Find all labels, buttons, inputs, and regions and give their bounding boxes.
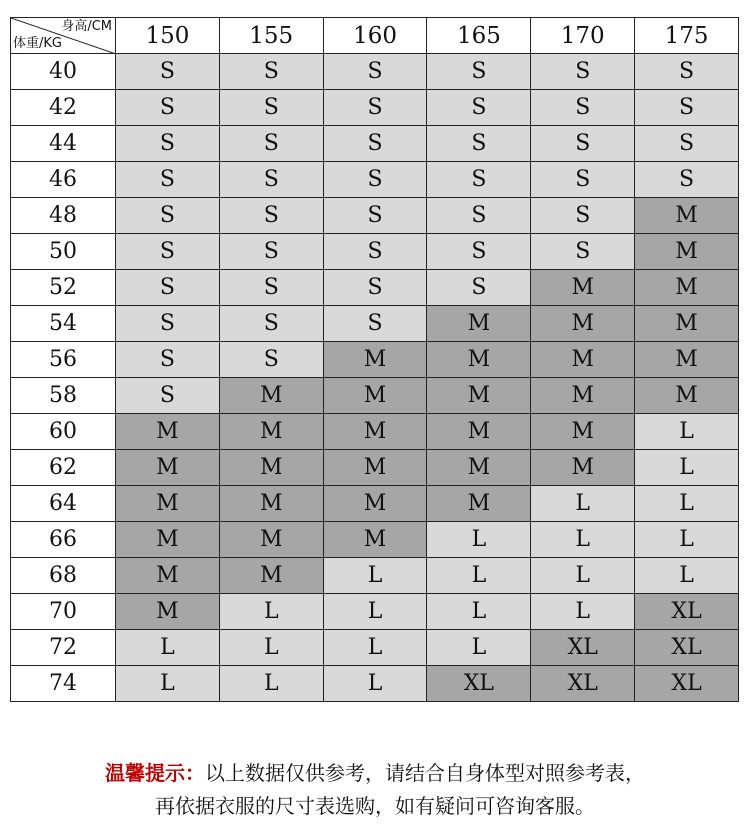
size-cell: L bbox=[531, 522, 635, 558]
size-cell: M bbox=[635, 306, 739, 342]
table-row bbox=[11, 90, 739, 126]
size-cell: M bbox=[323, 342, 427, 378]
notice-text-1: 以上数据仅供参考，请结合自身体型对照参考表， bbox=[205, 761, 645, 785]
size-cell: L bbox=[531, 594, 635, 630]
height-axis-label: 身高/CM bbox=[61, 19, 112, 34]
size-cell: L bbox=[427, 630, 531, 666]
table-row bbox=[11, 162, 739, 198]
height-header: 150 bbox=[116, 18, 220, 54]
weight-cell: 70 bbox=[11, 594, 116, 630]
size-cell: L bbox=[219, 630, 323, 666]
height-header: 155 bbox=[219, 18, 323, 54]
table-row bbox=[11, 558, 739, 594]
table-row bbox=[11, 54, 739, 90]
size-cell: S bbox=[116, 270, 220, 306]
size-cell: M bbox=[323, 378, 427, 414]
size-cell: S bbox=[427, 270, 531, 306]
size-cell: L bbox=[635, 522, 739, 558]
table-row bbox=[11, 234, 739, 270]
size-cell: M bbox=[323, 450, 427, 486]
height-header: 175 bbox=[635, 18, 739, 54]
size-cell: S bbox=[219, 54, 323, 90]
size-cell: S bbox=[116, 54, 220, 90]
size-cell: S bbox=[116, 342, 220, 378]
size-chart-table bbox=[10, 17, 739, 702]
size-cell: M bbox=[531, 270, 635, 306]
size-cell: M bbox=[635, 378, 739, 414]
size-cell: M bbox=[323, 486, 427, 522]
size-cell: S bbox=[116, 306, 220, 342]
tip-label: 温馨提示： bbox=[105, 761, 205, 785]
size-cell: S bbox=[531, 90, 635, 126]
size-cell: M bbox=[219, 414, 323, 450]
size-cell: S bbox=[219, 90, 323, 126]
size-cell: M bbox=[427, 486, 531, 522]
table-row bbox=[11, 378, 739, 414]
size-cell: S bbox=[323, 126, 427, 162]
size-cell: S bbox=[531, 162, 635, 198]
size-cell: L bbox=[427, 522, 531, 558]
size-cell: S bbox=[219, 162, 323, 198]
size-cell: L bbox=[323, 630, 427, 666]
weight-cell: 54 bbox=[11, 306, 116, 342]
size-cell: M bbox=[116, 486, 220, 522]
size-cell: M bbox=[531, 450, 635, 486]
weight-cell: 64 bbox=[11, 486, 116, 522]
size-cell: M bbox=[323, 522, 427, 558]
size-cell: S bbox=[323, 90, 427, 126]
size-cell: S bbox=[219, 234, 323, 270]
size-cell: S bbox=[531, 198, 635, 234]
weight-cell: 68 bbox=[11, 558, 116, 594]
size-cell: M bbox=[635, 342, 739, 378]
size-cell: L bbox=[427, 594, 531, 630]
size-cell: S bbox=[427, 162, 531, 198]
size-cell: M bbox=[427, 414, 531, 450]
size-cell: S bbox=[219, 198, 323, 234]
size-cell: S bbox=[116, 90, 220, 126]
size-cell: M bbox=[531, 342, 635, 378]
table-row bbox=[11, 666, 739, 702]
weight-cell: 62 bbox=[11, 450, 116, 486]
size-cell: S bbox=[116, 378, 220, 414]
weight-cell: 44 bbox=[11, 126, 116, 162]
size-table-body bbox=[11, 54, 739, 702]
table-row bbox=[11, 486, 739, 522]
size-cell: S bbox=[635, 54, 739, 90]
size-cell: M bbox=[635, 198, 739, 234]
size-cell: L bbox=[323, 666, 427, 702]
weight-cell: 60 bbox=[11, 414, 116, 450]
size-cell: S bbox=[531, 54, 635, 90]
size-cell: S bbox=[427, 54, 531, 90]
size-cell: M bbox=[531, 414, 635, 450]
size-cell: L bbox=[531, 558, 635, 594]
size-cell: S bbox=[323, 234, 427, 270]
size-cell: M bbox=[323, 414, 427, 450]
size-cell: S bbox=[219, 342, 323, 378]
size-cell: L bbox=[531, 486, 635, 522]
size-cell: M bbox=[116, 414, 220, 450]
size-cell: M bbox=[427, 342, 531, 378]
table-row bbox=[11, 414, 739, 450]
size-cell: XL bbox=[531, 666, 635, 702]
weight-cell: 72 bbox=[11, 630, 116, 666]
size-cell: XL bbox=[531, 630, 635, 666]
size-cell: M bbox=[219, 378, 323, 414]
size-cell: M bbox=[219, 522, 323, 558]
size-cell: S bbox=[116, 162, 220, 198]
size-cell: L bbox=[635, 558, 739, 594]
size-cell: M bbox=[531, 306, 635, 342]
table-row bbox=[11, 630, 739, 666]
weight-axis-label: 体重/KG bbox=[13, 36, 62, 51]
table-row bbox=[11, 594, 739, 630]
size-cell: L bbox=[116, 666, 220, 702]
size-cell: XL bbox=[635, 630, 739, 666]
size-cell: S bbox=[323, 306, 427, 342]
size-cell: L bbox=[635, 450, 739, 486]
weight-cell: 48 bbox=[11, 198, 116, 234]
size-cell: S bbox=[427, 126, 531, 162]
size-cell: M bbox=[116, 450, 220, 486]
size-cell: XL bbox=[427, 666, 531, 702]
size-notice bbox=[0, 757, 750, 823]
weight-cell: 52 bbox=[11, 270, 116, 306]
size-cell: S bbox=[427, 90, 531, 126]
size-cell: M bbox=[219, 558, 323, 594]
notice-line-2: 再依据衣服的尺寸表选购，如有疑问可咨询客服。 bbox=[155, 794, 595, 818]
size-cell: L bbox=[116, 630, 220, 666]
size-cell: S bbox=[116, 126, 220, 162]
size-cell: M bbox=[427, 378, 531, 414]
height-header: 170 bbox=[531, 18, 635, 54]
size-cell: S bbox=[116, 234, 220, 270]
size-cell: M bbox=[531, 378, 635, 414]
size-cell: S bbox=[427, 198, 531, 234]
size-cell: M bbox=[116, 522, 220, 558]
size-cell: S bbox=[219, 306, 323, 342]
size-cell: M bbox=[116, 558, 220, 594]
height-header: 160 bbox=[323, 18, 427, 54]
size-cell: S bbox=[219, 126, 323, 162]
size-cell: L bbox=[323, 558, 427, 594]
size-cell: S bbox=[323, 54, 427, 90]
size-cell: M bbox=[427, 306, 531, 342]
size-cell: L bbox=[635, 486, 739, 522]
weight-cell: 50 bbox=[11, 234, 116, 270]
size-cell: S bbox=[635, 126, 739, 162]
table-row bbox=[11, 198, 739, 234]
size-cell: L bbox=[323, 594, 427, 630]
size-cell: L bbox=[219, 594, 323, 630]
notice-line-1 bbox=[0, 757, 750, 790]
size-cell: M bbox=[116, 594, 220, 630]
size-cell: S bbox=[635, 90, 739, 126]
table-row bbox=[11, 306, 739, 342]
size-cell: S bbox=[219, 270, 323, 306]
table-row bbox=[11, 126, 739, 162]
size-cell: L bbox=[219, 666, 323, 702]
size-cell: S bbox=[531, 126, 635, 162]
table-row bbox=[11, 522, 739, 558]
size-cell: M bbox=[427, 450, 531, 486]
header-row bbox=[11, 18, 739, 54]
size-cell: L bbox=[635, 414, 739, 450]
size-cell: M bbox=[635, 234, 739, 270]
weight-cell: 46 bbox=[11, 162, 116, 198]
size-cell: XL bbox=[635, 594, 739, 630]
size-cell: M bbox=[635, 270, 739, 306]
size-cell: XL bbox=[635, 666, 739, 702]
size-cell: S bbox=[635, 162, 739, 198]
weight-cell: 42 bbox=[11, 90, 116, 126]
weight-cell: 56 bbox=[11, 342, 116, 378]
table-row bbox=[11, 450, 739, 486]
weight-cell: 40 bbox=[11, 54, 116, 90]
size-cell: S bbox=[116, 198, 220, 234]
size-cell: S bbox=[531, 234, 635, 270]
size-cell: M bbox=[219, 486, 323, 522]
weight-cell: 66 bbox=[11, 522, 116, 558]
size-cell: M bbox=[219, 450, 323, 486]
size-cell: S bbox=[323, 198, 427, 234]
size-cell: S bbox=[323, 270, 427, 306]
size-cell: S bbox=[427, 234, 531, 270]
table-row bbox=[11, 342, 739, 378]
corner-cell bbox=[11, 18, 116, 54]
height-header: 165 bbox=[427, 18, 531, 54]
table-row bbox=[11, 270, 739, 306]
size-cell: S bbox=[323, 162, 427, 198]
size-cell: L bbox=[427, 558, 531, 594]
weight-cell: 74 bbox=[11, 666, 116, 702]
weight-cell: 58 bbox=[11, 378, 116, 414]
